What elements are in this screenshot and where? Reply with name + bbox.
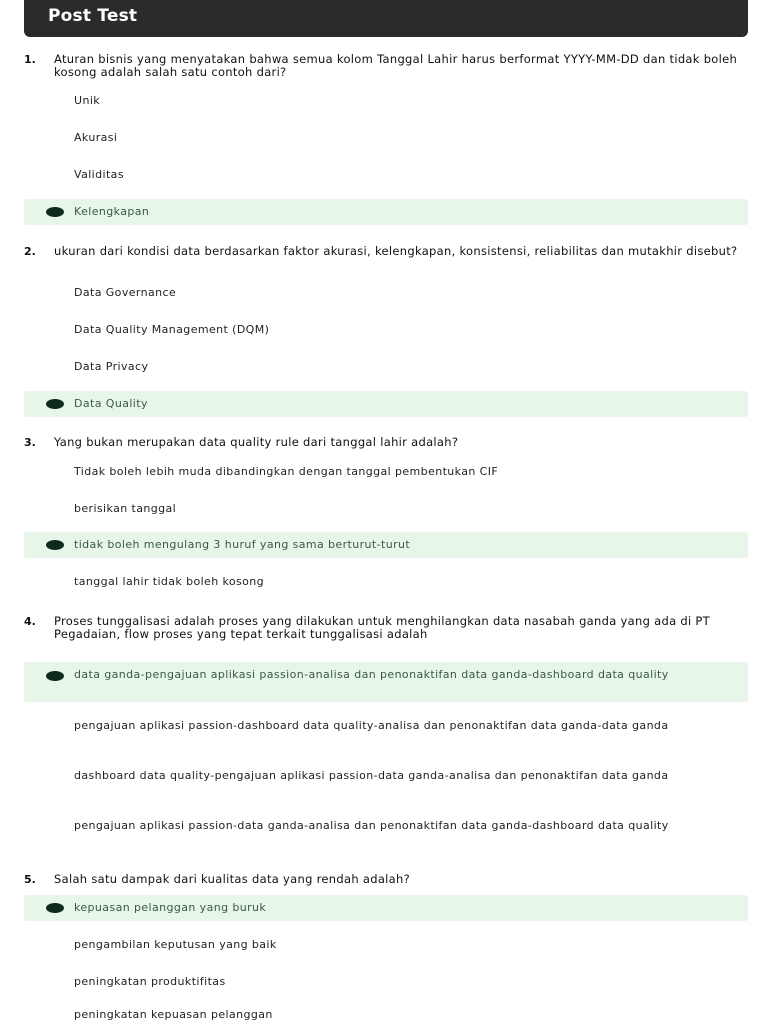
question-text: Proses tunggalisasi adalah proses yang dilakukan untuk menghilangkan data nasabah ganda yang ada di PT Pegadaian, flow proses yang tepat terkait tunggalisasi adalah [54,614,710,641]
radio-icon [46,578,64,588]
option-q3-b[interactable] [24,498,748,522]
option-q3-c-selected[interactable] [24,532,748,558]
question-number: 2. [24,245,36,258]
radio-icon [46,326,64,336]
radio-icon [46,363,64,373]
option-q5-d[interactable] [24,1007,748,1024]
radio-icon [46,468,64,478]
question-text: Salah satu dampak dari kualitas data yang rendah adalah? [54,872,411,886]
option-label: Data Quality [74,397,148,410]
option-label: Data Quality Management (DQM) [74,323,270,336]
option-q4-c[interactable] [24,766,748,800]
option-label: data ganda-pengajuan aplikasi passion-analisa dan penonaktifan data ganda-dashboard data quality [74,668,669,681]
option-label: Unik [74,94,101,107]
option-label: Kelengkapan [74,205,150,218]
radio-icon [46,97,64,107]
option-q2-b[interactable] [24,319,748,343]
option-q4-d[interactable] [24,816,748,850]
question-number: 5. [24,873,36,886]
radio-selected-icon [46,671,64,681]
radio-icon [46,978,64,988]
option-label: pengajuan aplikasi passion-dashboard data quality-analisa dan penonaktifan data ganda-data ganda [74,719,669,732]
option-label: Tidak boleh lebih muda dibandingkan dengan tanggal pembentukan CIF [74,465,499,478]
option-q3-a[interactable] [24,461,748,485]
option-label: berisikan tanggal [74,502,177,515]
radio-selected-icon [46,540,64,550]
option-label: peningkatan kepuasan pelanggan [74,1008,273,1021]
radio-icon [46,134,64,144]
question-number: 4. [24,615,36,628]
radio-icon [46,824,64,834]
question-number: 3. [24,436,36,449]
option-label: Akurasi [74,131,118,144]
option-label: Data Governance [74,286,177,299]
option-q1-c[interactable] [24,164,748,188]
option-q1-a[interactable] [24,90,748,114]
option-q4-b[interactable] [24,716,748,750]
option-q1-b[interactable] [24,127,748,151]
option-q5-c[interactable] [24,971,748,995]
radio-icon [46,941,64,951]
option-q5-b[interactable] [24,934,748,958]
radio-icon [46,171,64,181]
page-header [24,0,748,37]
option-q5-a-selected[interactable] [24,895,748,921]
option-q3-d[interactable] [24,571,748,595]
option-label: kepuasan pelanggan yang buruk [74,901,267,914]
option-q2-d-selected[interactable] [24,391,748,417]
option-q4-a-selected[interactable] [24,662,748,702]
question-number: 1. [24,53,36,66]
page-title: Post Test [48,6,138,26]
radio-selected-icon [46,903,64,913]
option-label: Validitas [74,168,124,181]
radio-selected-icon [46,207,64,217]
radio-icon [46,289,64,299]
radio-icon [46,505,64,515]
radio-icon [46,774,64,784]
option-q2-c[interactable] [24,356,748,380]
radio-icon [46,724,64,734]
option-label: Data Privacy [74,360,149,373]
option-label: pengajuan aplikasi passion-data ganda-analisa dan penonaktifan data ganda-dashboard data quality [74,819,669,832]
option-label: peningkatan produktifitas [74,975,226,988]
option-q2-a[interactable] [24,282,748,306]
option-label: pengambilan keputusan yang baik [74,938,277,951]
option-label: dashboard data quality-pengajuan aplikasi passion-data ganda-analisa dan penonaktifan data ganda [74,769,669,782]
option-label: tanggal lahir tidak boleh kosong [74,575,265,588]
question-text: Yang bukan merupakan data quality rule dari tanggal lahir adalah? [54,435,459,449]
question-text: Aturan bisnis yang menyatakan bahwa semua kolom Tanggal Lahir harus berformat YYYY-MM-DD dan tidak boleh kosong adalah salah satu contoh dari? [54,52,738,79]
radio-icon [46,1011,64,1021]
option-q1-d-selected[interactable] [24,199,748,225]
question-text: ukuran dari kondisi data berdasarkan faktor akurasi, kelengkapan, konsistensi, reliabilitas dan mutakhir disebut? [54,244,738,258]
option-label: tidak boleh mengulang 3 huruf yang sama berturut-turut [74,538,411,551]
radio-selected-icon [46,399,64,409]
